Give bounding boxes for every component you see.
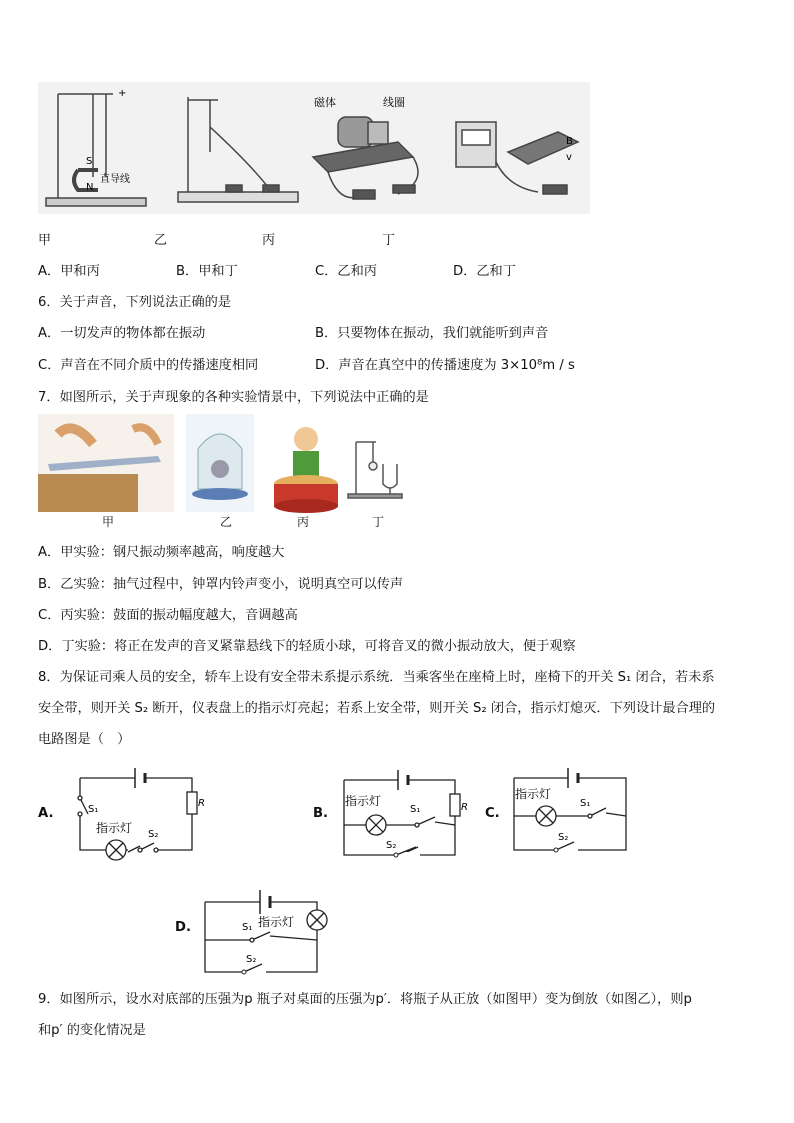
circuit-b-r-label: R (461, 802, 468, 813)
q8-option-a-label: A. (38, 806, 54, 821)
q9-stem-line-2: 和p′ 的变化情况是 (38, 1023, 146, 1038)
q6-option-c: C．声音在不同介质中的传播速度相同 (38, 358, 259, 373)
v-label: v (566, 152, 572, 163)
magnet-label: 磁体 (314, 96, 336, 109)
circuit-a-s1-label: S₁ (88, 804, 99, 815)
b-label: B (566, 136, 573, 147)
q7-option-b: B．乙实验：抽气过程中，钟罩内铃声变小，说明真空可以传声 (38, 577, 404, 592)
circuit-b-s1-label: S₁ (410, 804, 421, 815)
q8-option-c-label: C. (485, 806, 500, 821)
q7-figure-drawing (38, 414, 406, 528)
circuit-c-s1-label: S₁ (580, 798, 591, 809)
s-pole-label: S (86, 156, 93, 167)
q7-caption-bing: 丙 (297, 515, 310, 529)
q6-option-b: B．只要物体在振动，我们就能听到声音 (315, 326, 549, 341)
circuit-b-lamp-label: 指示灯 (345, 794, 382, 808)
coil-label: 线圈 (383, 96, 405, 109)
q8-option-b-label: B. (313, 806, 329, 821)
circuit-a-r-label: R (198, 798, 205, 809)
q5-option-b: B．甲和丁 (176, 264, 238, 279)
q5-option-a: A．甲和丙 (38, 264, 100, 279)
circuit-a-lamp-label: 指示灯 (96, 821, 133, 835)
q5-option-d: D．乙和丁 (453, 264, 516, 279)
q7-caption-yi: 乙 (220, 515, 233, 529)
q5-option-c: C．乙和丙 (315, 264, 377, 279)
q5-caption-jia: 甲 (38, 233, 52, 248)
q7-figure (38, 414, 406, 528)
q5-caption-yi: 乙 (154, 233, 168, 248)
n-pole-label: N (86, 182, 94, 193)
circuit-d-drawing (202, 884, 332, 976)
circuit-c-s2-label: S₂ (558, 832, 569, 843)
circuit-b-s2-label: S₂ (386, 840, 397, 851)
q7-option-a: A．甲实验：钢尺振动频率越高，响度越大 (38, 545, 285, 560)
q6-stem: 6．关于声音，下列说法正确的是 (38, 295, 232, 310)
q6-option-d: D．声音在真空中的传播速度为 3×10⁸m / s (315, 358, 575, 373)
q5-figure-drawing (38, 82, 590, 214)
circuit-c-lamp-label: 指示灯 (515, 787, 552, 801)
q7-caption-jia: 甲 (102, 515, 115, 529)
q9-stem-line-1: 9．如图所示，设水对底部的压强为p 瓶子对桌面的压强为p′．将瓶子从正放（如图甲）变为倒放（如图乙），则p (38, 992, 692, 1007)
q8-stem-line-1: 8．为保证司乘人员的安全，轿车上设有安全带未系提示系统．当乘客坐在座椅上时，座椅下的开关 S₁ 闭合，若未系 (38, 670, 715, 685)
wire-label: 直导线 (100, 174, 130, 185)
q7-caption-ding: 丁 (372, 515, 385, 529)
plus-label: + (118, 88, 127, 99)
q7-option-c: C．丙实验：鼓面的振动幅度越大，音调越高 (38, 608, 298, 623)
circuit-a-drawing (70, 762, 205, 866)
q6-option-a: A．一切发声的物体都在振动 (38, 326, 206, 341)
q5-caption-bing: 丙 (262, 233, 276, 248)
q8-option-d-label: D. (175, 920, 191, 935)
circuit-b (340, 770, 475, 860)
circuit-a (70, 762, 205, 866)
circuit-c (512, 764, 630, 854)
q8-stem-line-3: 电路图是（ ） (38, 732, 131, 747)
circuit-b-drawing (340, 770, 475, 860)
q5-caption-ding: 丁 (382, 233, 396, 248)
q8-stem-line-2: 安全带，则开关 S₂ 断开，仪表盘上的指示灯亮起；若系上安全带，则开关 S₂ 闭合，指示灯熄灭．下列设计最合理的 (38, 701, 716, 716)
circuit-d-lamp-label: 指示灯 (258, 915, 295, 929)
q7-stem: 7．如图所示，关于声现象的各种实验情景中，下列说法中正确的是 (38, 390, 429, 405)
circuit-d-s2-label: S₂ (246, 954, 257, 965)
circuit-c-drawing (512, 764, 630, 854)
q5-figure (38, 82, 590, 214)
circuit-a-s2-label: S₂ (148, 829, 159, 840)
circuit-d-s1-label: S₁ (242, 922, 253, 933)
circuit-d (202, 884, 332, 976)
q7-option-d: D．丁实验：将正在发声的音叉紧靠悬线下的轻质小球，可将音叉的微小振动放大，便于观察 (38, 639, 576, 654)
